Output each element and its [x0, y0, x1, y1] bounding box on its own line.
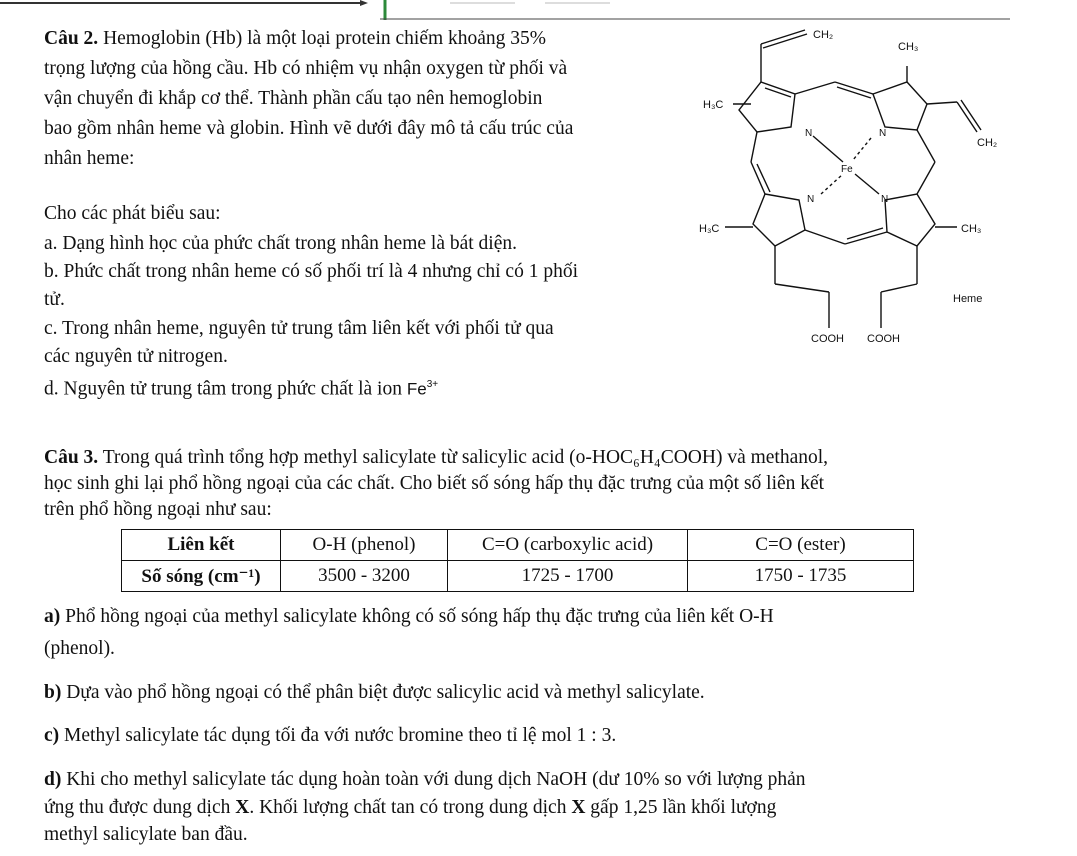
- label-ch3-right: CH₃: [961, 223, 982, 235]
- q2-line-1: Câu 2. Hemoglobin (Hb) là một loại protein chiếm khoảng 35%: [44, 28, 547, 49]
- table-row: [122, 561, 914, 592]
- label-n-4: N: [881, 194, 889, 205]
- q2-statement-d: d. Nguyên tử trung tâm trong phức chất là ion $Fe^{3+}$: [44, 378, 439, 400]
- table-row-label: Số sóng (cm⁻¹): [122, 561, 281, 592]
- fe-charge: 3+: [426, 379, 439, 390]
- label-fe: Fe: [841, 164, 853, 175]
- label-n-1: N: [805, 128, 813, 139]
- table-header: O-H (phenol): [281, 530, 448, 561]
- ir-absorption-table: [121, 529, 914, 592]
- label-cooh-1: COOH: [811, 333, 844, 345]
- q3-statement-b: b) Dựa vào phổ hồng ngoại có thể phân biệt được salicylic acid và methyl salicylate.: [44, 682, 705, 703]
- label-cooh-2: COOH: [867, 333, 900, 345]
- fe-ion: Fe: [406, 379, 427, 399]
- label-n-2: N: [879, 128, 887, 139]
- q2-line-4: bao gồm nhân heme và globin. Hình vẽ dưới đây mô tả cấu trúc của: [44, 118, 574, 139]
- label-h3c-bottom: H₃C: [699, 223, 720, 235]
- table-cell: 1750 - 1735: [688, 561, 914, 592]
- label-ch2-top: CH₂: [813, 29, 834, 41]
- heme-structure-diagram: [695, 22, 1005, 352]
- q3-statement-d-line2: ứng thu được dung dịch X. Khối lượng chất tan có trong dung dịch X gấp 1,25 lần khối lượng: [44, 797, 777, 818]
- q3-statement-a-line2: (phenol).: [44, 638, 115, 659]
- q3-statement-c: c) Methyl salicylate tác dụng tối đa với nước bromine theo tỉ lệ mol 1 : 3.: [44, 725, 617, 746]
- q3-statement-d-line1: d) Khi cho methyl salicylate tác dụng hoàn toàn với dung dịch NaOH (dư 10% so với lượng phản: [44, 769, 806, 790]
- q2-statement-b-line1: b. Phức chất trong nhân heme có số phối trí là 4 nhưng chỉ có 1 phối: [44, 261, 578, 282]
- q2-statement-a: a. Dạng hình học của phức chất trong nhân heme là bát diện.: [44, 233, 517, 254]
- table-header: Liên kết: [122, 530, 281, 561]
- q3-line-3: trên phổ hồng ngoại như sau:: [44, 499, 272, 520]
- table-cell: 1725 - 1700: [448, 561, 688, 592]
- q3-line-2: học sinh ghi lại phổ hồng ngoại của các chất. Cho biết số sóng hấp thụ đặc trưng của một số liên kết: [44, 473, 825, 494]
- q3-statement-d-line3: methyl salicylate ban đầu.: [44, 824, 248, 845]
- label-h3c-top: H₃C: [703, 99, 724, 111]
- q2-statement-c-line1: c. Trong nhân heme, nguyên tử trung tâm liên kết với phối tử qua: [44, 318, 554, 339]
- q2-line-2: trọng lượng của hồng cầu. Hb có nhiệm vụ nhận oxygen từ phối và: [44, 58, 568, 79]
- label-n-3: N: [807, 194, 815, 205]
- top-decoration: [0, 0, 1077, 20]
- label-ch2-right: CH₂: [977, 137, 998, 149]
- q2-line-5: nhân heme:: [44, 148, 135, 169]
- table-header: C=O (carboxylic acid): [448, 530, 688, 561]
- q2-intro: Cho các phát biểu sau:: [44, 203, 221, 224]
- table-row: [122, 530, 914, 561]
- q3-statement-a-line1: a) Phổ hồng ngoại của methyl salicylate không có số sóng hấp thụ đặc trưng của liên kết O-H: [44, 606, 774, 627]
- q3-line-1: Câu 3. Trong quá trình tổng hợp methyl salicylate từ salicylic acid (o-HOC₆H₄COOH) và methanol,: [44, 447, 829, 468]
- label-heme: Heme: [953, 293, 983, 305]
- q2-statement-b-line2: tử.: [44, 289, 65, 310]
- label-ch3-top: CH₃: [898, 41, 919, 53]
- table-cell: 3500 - 3200: [281, 561, 448, 592]
- q2-statement-c-line2: các nguyên tử nitrogen.: [44, 346, 228, 367]
- table-header: C=O (ester): [688, 530, 914, 561]
- q2-line-3: vận chuyển đi khắp cơ thể. Thành phần cấu tạo nên hemoglobin: [44, 88, 543, 109]
